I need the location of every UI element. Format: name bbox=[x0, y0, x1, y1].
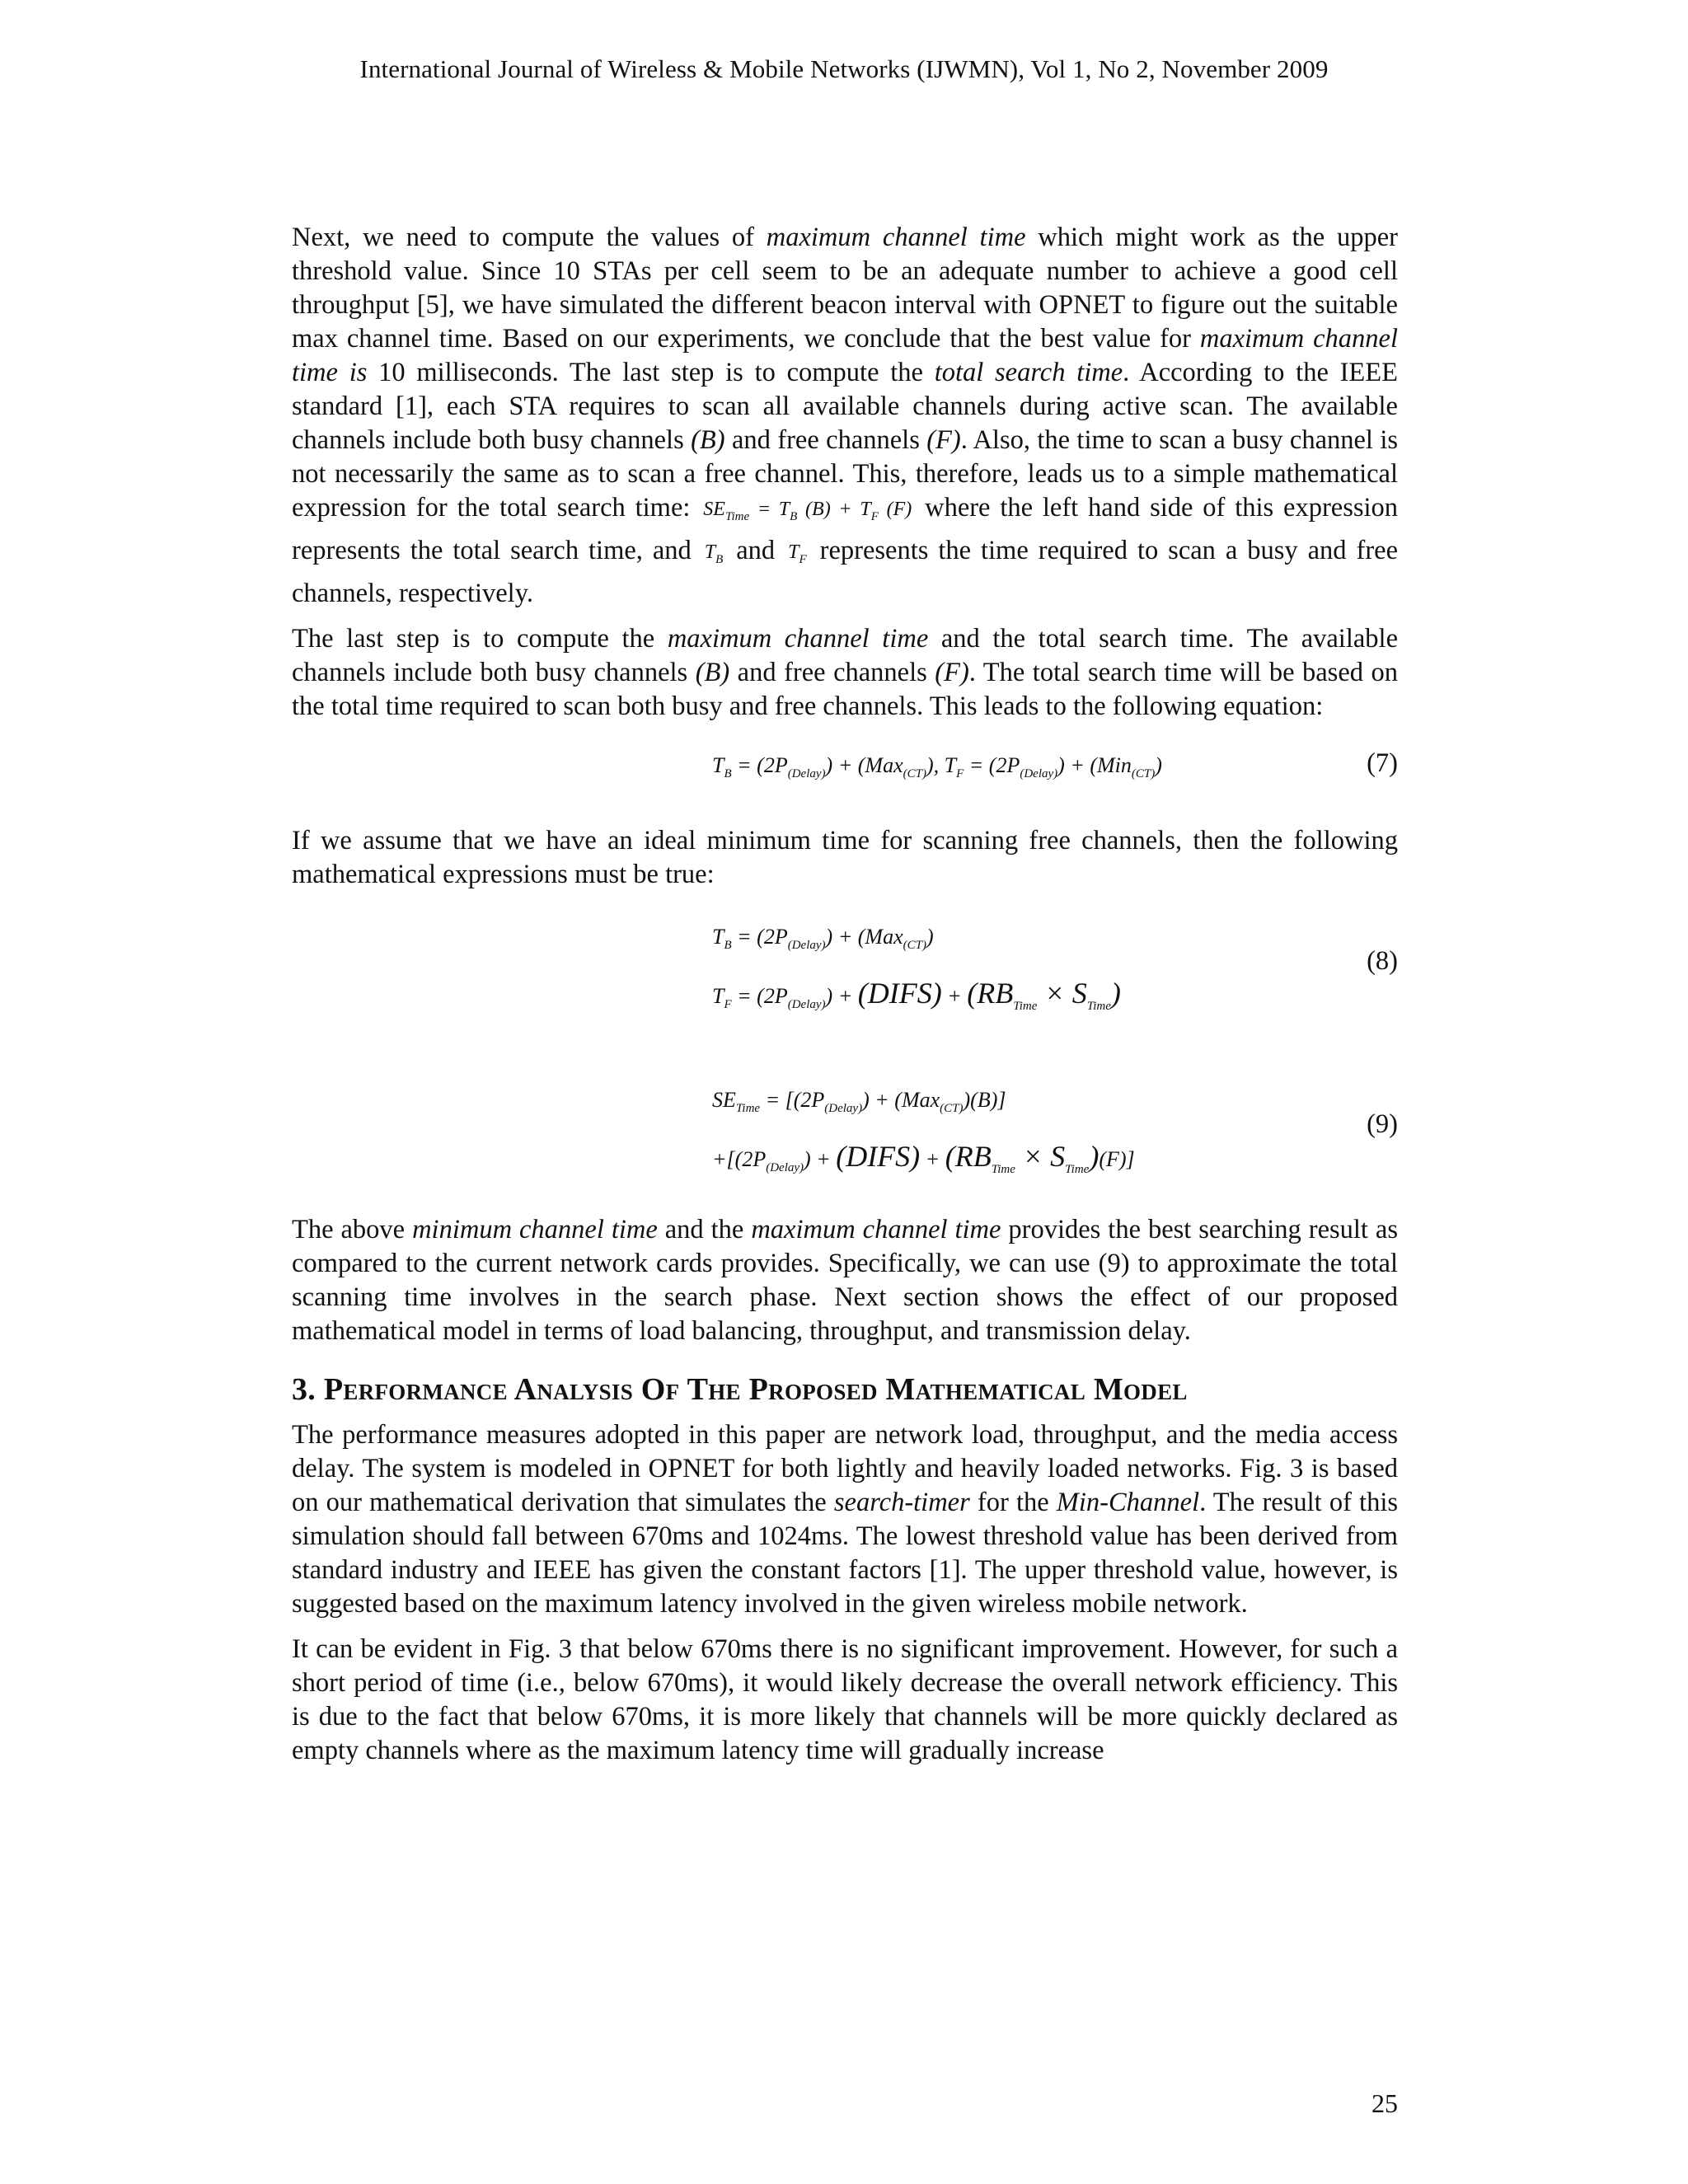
equation-9-line-1: $SE_{Time} = [(2P_{(Delay)}) + (Max_{(CT)})(B)]$ bbox=[712, 1087, 1006, 1116]
emphasis: (F) bbox=[935, 657, 969, 687]
paragraph-performance-measures bbox=[292, 1418, 1398, 1621]
text-run: which might work as the upper threshold value. Since 10 STAs per cell seem to be an adequate number to achieve a good cell throughput [5], we have simulated the different beacon interval with OPNET to figure out the suitable max channel time. Based on our experiments, we conclude that the best value for bbox=[292, 223, 1398, 354]
text-run: . According to the IEEE standard [1], each STA requires to scan all available channels during active scan. The available channels include both busy channels bbox=[292, 358, 1398, 455]
equation-8-line-1: $T_B = (2P_{(Delay)}) + (Max_{(CT)})$ bbox=[712, 924, 934, 952]
emphasis: (F) bbox=[926, 425, 961, 455]
paragraph-ideal-minimum: If we assume that we have an ideal minimum time for scanning free channels, then the following mathematical expressions must be true: bbox=[292, 825, 1398, 889]
emphasis: maximum channel time is bbox=[292, 324, 1398, 387]
paragraph-channel-time bbox=[292, 221, 1398, 611]
emphasis: search-timer bbox=[833, 1488, 970, 1518]
equation-7-number: (7) bbox=[1367, 748, 1398, 778]
paragraph-best-searching bbox=[292, 1213, 1398, 1348]
inline-equation-search-time: $SE_{Time} = T_B$ $(B) + T_F$ (F) bbox=[703, 499, 912, 523]
inline-symbol-tf: $T_F$ bbox=[788, 541, 807, 566]
equation-7 bbox=[292, 735, 1398, 806]
text-run: . The result of this simulation should fall between 670ms and 1024ms. The lowest threshold value has been derived from standard industry and IEEE has given the constant factors [1]. The upper threshold value, however, is suggested based on the maximum latency involved in the given wireless mobile network. bbox=[292, 1488, 1398, 1619]
page-number: 25 bbox=[1372, 2088, 1398, 2118]
text-run: and the total search time. The available channels include both busy channels bbox=[292, 623, 1398, 687]
text-run: . The total search time will be based on the total time required to scan both busy and free channels. This leads to the following equation: bbox=[292, 657, 1398, 721]
equation-8-line-2: $T_F = (2P_{(Delay)})$ + (DIFS) + $(RB_{Time} \times S_{Time})$ bbox=[712, 976, 1121, 1013]
equation-8-number: (8) bbox=[1367, 945, 1398, 976]
paragraph-fig3-evidence: It can be evident in Fig. 3 that below 670ms there is no significant improvement. However, for such a short period of time (i.e., below 670ms), it would likely decrease the overall network efficiency. This is due to the fact that below 670ms, it is more likely that channels will be more quickly declared as empty channels where as the maximum latency time will gradually increase bbox=[292, 1634, 1398, 1766]
equation-9 bbox=[292, 1076, 1398, 1193]
section-heading: 3. Performance Analysis Of The Proposed Mathematical Model bbox=[292, 1372, 1188, 1408]
emphasis: maximum channel time bbox=[751, 1215, 1001, 1245]
text-run: and the bbox=[657, 1215, 752, 1245]
equation-8 bbox=[292, 913, 1398, 1030]
emphasis: Min-Channel bbox=[1056, 1488, 1200, 1518]
emphasis: (B) bbox=[695, 657, 730, 687]
equation-9-line-2: $+[(2P_{(Delay)})$ + (DIFS) + $(RB_{Time} \times S_{Time})(F)$] bbox=[712, 1140, 1135, 1177]
emphasis: total search time bbox=[934, 358, 1123, 387]
running-head: International Journal of Wireless & Mobile Networks (IJWMN), Vol 1, No 2, November 2009 bbox=[359, 54, 1329, 83]
text-run: The above bbox=[292, 1215, 413, 1245]
text-run: The last step is to compute the bbox=[292, 623, 668, 654]
emphasis: minimum channel time bbox=[412, 1215, 658, 1245]
text-run: and free channels bbox=[724, 425, 927, 455]
paragraph-total-search bbox=[292, 622, 1398, 724]
emphasis: maximum channel time bbox=[667, 623, 929, 654]
text-run: represents the time required to scan a busy and free channels, respectively. bbox=[292, 535, 1398, 608]
text-run: . Also, the time to scan a busy channel is not necessarily the same as to scan a free channel. This, therefore, leads us to a simple mathematical expression for the total search time: bbox=[292, 425, 1398, 523]
equation-9-number: (9) bbox=[1367, 1108, 1398, 1139]
text-run: where the left hand side of this expression represents the total search time, and bbox=[292, 493, 1399, 565]
equation-7-body: $T_B = (2P_{(Delay)}) + (Max_{(CT)})$, $T_F = (2P_{(Delay)}) + (Min_{(CT)})$ bbox=[712, 752, 1162, 780]
text-run: The performance measures adopted in this paper are network load, throughput, and the media access delay. The system is modeled in OPNET for both lightly and heavily loaded networks. Fig. 3 is based on our mathematical derivation that simulates the bbox=[292, 1420, 1398, 1518]
text-run: and free channels bbox=[729, 657, 935, 687]
body-column bbox=[292, 221, 1398, 1779]
text-run: Next, we need to compute the values of bbox=[292, 223, 767, 252]
emphasis: (B) bbox=[691, 425, 725, 455]
text-run: 10 milliseconds. The last step is to compute the bbox=[367, 358, 935, 387]
inline-symbol-tb: $T_B$ bbox=[704, 541, 724, 566]
text-run: for the bbox=[969, 1488, 1057, 1518]
text-run: provides the best searching result as compared to the current network cards provides. Specifically, we can use (9) to approximate the total scanning time involves in the search phase. Next section shows the effect of our proposed mathematical model in terms of load balancing, throughput, and transmission delay. bbox=[292, 1215, 1398, 1347]
text-run: and bbox=[726, 535, 785, 565]
emphasis: maximum channel time bbox=[766, 223, 1026, 252]
